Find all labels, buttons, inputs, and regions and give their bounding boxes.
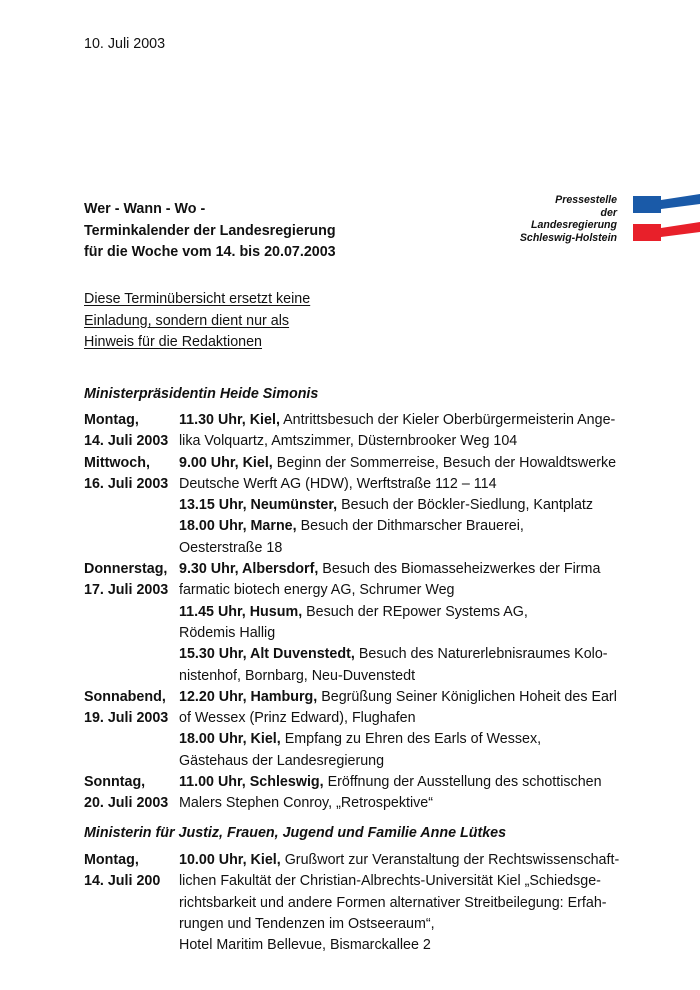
- event-text: Eröffnung der Ausstellung des schottischen: [323, 774, 602, 791]
- event-line: [179, 751, 624, 772]
- day-line: Sonntag,: [84, 774, 146, 791]
- event-text: Oesterstraße 18: [179, 539, 283, 556]
- schedule-event: [179, 850, 624, 956]
- event-text: Besuch des Naturerlebnisraumes Kolo-: [354, 646, 608, 663]
- disclaimer-note: [84, 289, 310, 354]
- schedule-event: [179, 453, 624, 496]
- event-text: farmatic biotech energy AG, Schrumer Weg: [179, 582, 455, 599]
- schedule-day: [84, 687, 179, 772]
- title-line: für die Woche vom 14. bis 20.07.2003: [84, 244, 336, 260]
- event-time-place: 18.00 Uhr, Kiel,: [179, 731, 281, 748]
- day-line: 19. Juli 2003: [84, 710, 169, 727]
- event-text: Gästehaus der Landesregierung: [179, 752, 385, 769]
- disclaimer-line: Diese Terminübersicht ersetzt keine: [84, 291, 311, 307]
- event-line: [179, 708, 624, 729]
- day-line: 20. Juli 2003: [84, 795, 169, 812]
- schedule-list: [84, 410, 624, 815]
- schedule-events: [179, 559, 624, 687]
- event-text: Grußwort zur Veranstaltung der Rechtswissenschaft-: [280, 852, 620, 868]
- event-line: [179, 871, 624, 892]
- event-line: [179, 538, 624, 559]
- schedule-events: [179, 687, 624, 772]
- title-line: Wer - Wann - Wo -: [84, 201, 206, 217]
- event-text: Besuch der Böckler-Siedlung, Kantplatz: [337, 497, 594, 514]
- schedule-day: [84, 410, 179, 453]
- event-line: [179, 687, 624, 708]
- event-time-place: 10.00 Uhr, Kiel,: [179, 852, 281, 868]
- schedule-entry: [84, 453, 624, 559]
- schedule-events: [179, 453, 624, 559]
- schedule-event: [179, 644, 624, 687]
- day-line: Sonnabend,: [84, 688, 166, 705]
- schedule-day: [84, 559, 179, 687]
- schedule-day: [84, 453, 179, 559]
- event-time-place: 13.15 Uhr, Neumünster,: [179, 497, 338, 514]
- schedule-list: [84, 850, 624, 956]
- event-time-place: 9.00 Uhr, Kiel,: [179, 454, 273, 471]
- schedule-entry: [84, 410, 624, 453]
- event-text: Antrittsbesuch der Kieler Oberbürgermeisterin Ange-: [279, 412, 616, 428]
- event-line: [179, 729, 624, 750]
- schedule-event: [179, 410, 624, 453]
- day-line: Donnerstag,: [84, 561, 168, 578]
- event-line: [179, 914, 624, 935]
- event-time-place: 9.30 Uhr, Albersdorf,: [179, 561, 319, 578]
- red-stripe: [633, 222, 700, 241]
- schedule-event: [179, 687, 624, 730]
- press-office-logo-text: [470, 194, 617, 244]
- section-heading: Ministerin für Justiz, Frauen, Jugend und Familie Anne Lütkes: [84, 825, 507, 841]
- document-title: [84, 199, 336, 264]
- event-text: Malers Stephen Conroy, „Retrospektive“: [179, 795, 434, 812]
- event-line: [179, 793, 624, 814]
- event-line: [179, 644, 624, 665]
- event-text: Rödemis Hallig: [179, 624, 276, 641]
- event-text: lika Volquartz, Amtszimmer, Düsternbrooker Weg 104: [179, 433, 518, 450]
- event-line: [179, 474, 624, 495]
- schedule-events: [179, 410, 624, 453]
- event-line: [179, 431, 624, 452]
- schedule-event: [179, 516, 624, 559]
- event-text: Besuch der REpower Systems AG,: [302, 603, 528, 620]
- event-line: [179, 935, 624, 956]
- event-time-place: 15.30 Uhr, Alt Duvenstedt,: [179, 646, 355, 663]
- day-line: Mittwoch,: [84, 454, 150, 471]
- event-text: Hotel Maritim Bellevue, Bismarckallee 2: [179, 937, 431, 954]
- disclaimer-line: Einladung, sondern dient nur als: [84, 312, 290, 329]
- schedule-events: [179, 772, 624, 815]
- event-time-place: 11.00 Uhr, Schleswig,: [179, 774, 324, 791]
- day-line: Montag,: [84, 852, 139, 868]
- day-line: 14. Juli 200: [84, 873, 161, 890]
- schedule-event: [179, 729, 624, 772]
- event-text: Deutsche Werft AG (HDW), Werftstraße 112 – 114: [179, 475, 497, 492]
- event-time-place: 11.45 Uhr, Husum,: [179, 603, 303, 620]
- event-text: rungen und Tendenzen im Ostseeraum“,: [179, 915, 435, 932]
- schedule-entry: [84, 772, 624, 815]
- day-line: Montag,: [84, 412, 139, 428]
- event-text: Begrüßung Seiner Königlichen Hoheit des Earl: [317, 688, 617, 705]
- logo-line: Landesregierung: [531, 219, 617, 232]
- schedule-entry: [84, 687, 624, 772]
- event-text: nistenhof, Bornbarg, Neu-Duvenstedt: [179, 667, 416, 684]
- event-line: [179, 602, 624, 623]
- event-line: [179, 410, 624, 431]
- blue-stripe: [633, 194, 700, 213]
- disclaimer-line: Hinweis für die Redaktionen: [84, 334, 263, 350]
- event-line: [179, 893, 624, 914]
- state-flag-logo-icon: [631, 192, 700, 244]
- event-line: [179, 623, 624, 644]
- logo-line: Schleswig-Holstein: [519, 231, 617, 244]
- event-line: [179, 580, 624, 601]
- event-line: [179, 666, 624, 687]
- event-line: [179, 495, 624, 516]
- schedule-event: [179, 602, 624, 645]
- event-time-place: 11.30 Uhr, Kiel,: [179, 412, 280, 428]
- schedule-day: [84, 772, 179, 815]
- schedule-event: [179, 772, 624, 815]
- event-line: [179, 559, 624, 580]
- event-line: [179, 453, 624, 474]
- section-heading: Ministerpräsidentin Heide Simonis: [84, 386, 319, 402]
- day-line: 16. Juli 2003: [84, 475, 169, 492]
- event-time-place: 18.00 Uhr, Marne,: [179, 518, 297, 535]
- schedule-events: [179, 850, 624, 956]
- logo-line: der: [600, 206, 617, 219]
- event-line: [179, 516, 624, 537]
- schedule-entry: [84, 559, 624, 687]
- event-line: [179, 772, 624, 793]
- day-line: 14. Juli 2003: [84, 433, 169, 450]
- event-text: richtsbarkeit und andere Formen alternativer Streitbeilegung: Erfah-: [179, 894, 607, 911]
- event-text: Beginn der Sommerreise, Besuch der Howaldtswerke: [272, 454, 617, 471]
- title-line: Terminkalender der Landesregierung: [84, 222, 336, 239]
- logo-line: Pressestelle: [555, 194, 617, 206]
- event-line: [179, 850, 624, 871]
- day-line: 17. Juli 2003: [84, 582, 169, 599]
- event-text: of Wessex (Prinz Edward), Flughafen: [179, 710, 416, 727]
- schedule-event: [179, 495, 624, 516]
- schedule-day: [84, 850, 179, 956]
- event-text: Empfang zu Ehren des Earls of Wessex,: [280, 731, 542, 748]
- schedule-entry: [84, 850, 624, 956]
- event-text: Besuch des Biomasseheizwerkes der Firma: [318, 561, 601, 578]
- event-text: Besuch der Dithmarscher Brauerei,: [296, 518, 524, 535]
- event-text: lichen Fakultät der Christian-Albrechts-Universität Kiel „Schiedsge-: [179, 873, 601, 890]
- schedule-event: [179, 559, 624, 602]
- event-time-place: 12.20 Uhr, Hamburg,: [179, 688, 318, 705]
- document-date: 10. Juli 2003: [84, 36, 166, 52]
